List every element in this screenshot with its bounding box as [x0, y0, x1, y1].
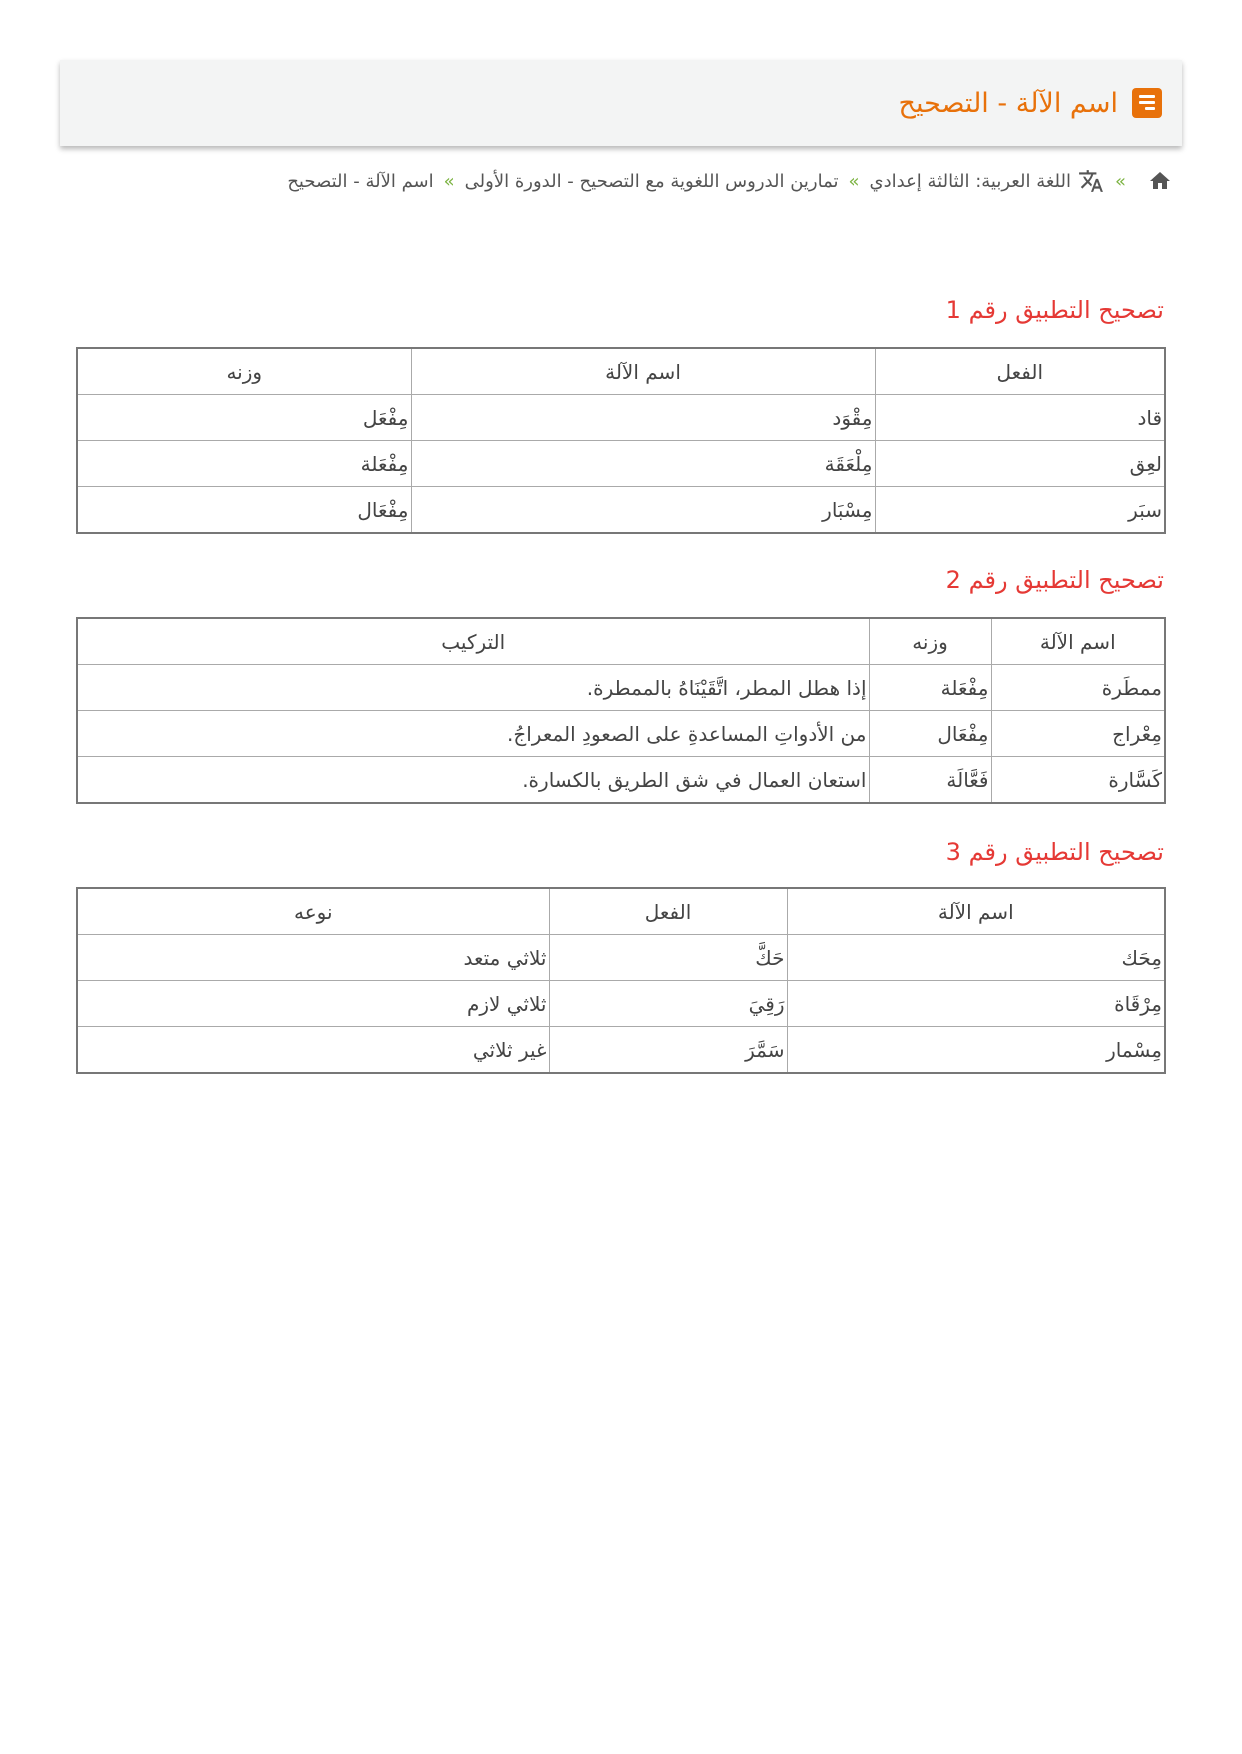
table-header-row — [77, 348, 1165, 395]
breadcrumb-item-exercises[interactable]: تمارين الدروس اللغوية مع التصحيح - الدورة الأولى — [464, 170, 839, 192]
section-title-1: تصحيح التطبيق رقم 1 — [945, 296, 1164, 324]
page-title: اسم الآلة - التصحيح — [898, 87, 1118, 119]
correction-table-1 — [76, 347, 1166, 534]
table-cell: ثلاثي لازم — [77, 981, 549, 1027]
table-cell: رَقِيَ — [549, 981, 787, 1027]
section-title-3: تصحيح التطبيق رقم 3 — [945, 838, 1164, 866]
table-cell: مِفْعَل — [77, 395, 411, 441]
column-header: اسم الآلة — [787, 888, 1165, 935]
table-cell: حَكَّ — [549, 935, 787, 981]
table-header-row — [77, 888, 1165, 935]
home-icon[interactable] — [1148, 169, 1172, 193]
table-cell: ممطَرة — [991, 665, 1165, 711]
column-header: اسم الآلة — [991, 618, 1165, 665]
table-cell: غير ثلاثي — [77, 1027, 549, 1074]
table-cell: سبَر — [875, 487, 1165, 534]
section-title-2: تصحيح التطبيق رقم 2 — [945, 566, 1164, 594]
table-cell: سَمَّرَ — [549, 1027, 787, 1074]
table-header-row — [77, 618, 1165, 665]
table-cell: مِلْعَقَة — [411, 441, 875, 487]
correction-table-2 — [76, 617, 1166, 804]
column-header: التركيب — [77, 618, 869, 665]
breadcrumb-item-subject[interactable]: اللغة العربية: الثالثة إعدادي — [869, 170, 1071, 192]
breadcrumb-separator: » — [848, 170, 860, 192]
table-row — [77, 757, 1165, 804]
table-cell: مِعْراج — [991, 711, 1165, 757]
table-cell: مِسْمار — [787, 1027, 1165, 1074]
table-cell: مِفْعَلة — [77, 441, 411, 487]
table-cell: إذا هطل المطر، اتَّقَيْنَاهُ بالممطرة. — [77, 665, 869, 711]
table-cell: مِرْقَاة — [787, 981, 1165, 1027]
table-cell: استعان العمال في شق الطريق بالكسارة. — [77, 757, 869, 804]
document-icon — [1132, 88, 1162, 118]
breadcrumb-separator: » — [1114, 170, 1126, 192]
table-cell: فَعَّالَة — [869, 757, 991, 804]
column-header: الفعل — [549, 888, 787, 935]
column-header: اسم الآلة — [411, 348, 875, 395]
table-row — [77, 935, 1165, 981]
table-row — [77, 395, 1165, 441]
page-header — [60, 60, 1182, 146]
table-cell: مِفْعَلة — [869, 665, 991, 711]
table-cell: من الأدواتِ المساعدةِ على الصعودِ المعراجُ. — [77, 711, 869, 757]
table-cell: قاد — [875, 395, 1165, 441]
table-row — [77, 441, 1165, 487]
table-cell: مِفْعَال — [869, 711, 991, 757]
table-cell: لعِق — [875, 441, 1165, 487]
table-row — [77, 1027, 1165, 1074]
table-cell: كَسَّارة — [991, 757, 1165, 804]
table-cell: مِسْبَار — [411, 487, 875, 534]
table-row — [77, 981, 1165, 1027]
table-cell: ثلاثي متعد — [77, 935, 549, 981]
breadcrumb-item-current: اسم الآلة - التصحيح — [287, 170, 434, 192]
column-header: وزنه — [869, 618, 991, 665]
translate-icon — [1077, 168, 1105, 194]
breadcrumb-separator: » — [443, 170, 455, 192]
table-row — [77, 711, 1165, 757]
column-header: الفعل — [875, 348, 1165, 395]
table-cell: مِقْوَد — [411, 395, 875, 441]
column-header: نوعه — [77, 888, 549, 935]
column-header: وزنه — [77, 348, 411, 395]
correction-table-3 — [76, 887, 1166, 1074]
table-row — [77, 665, 1165, 711]
table-row — [77, 487, 1165, 534]
table-cell: مِحَك — [787, 935, 1165, 981]
table-cell: مِفْعَال — [77, 487, 411, 534]
breadcrumb — [80, 168, 1172, 194]
